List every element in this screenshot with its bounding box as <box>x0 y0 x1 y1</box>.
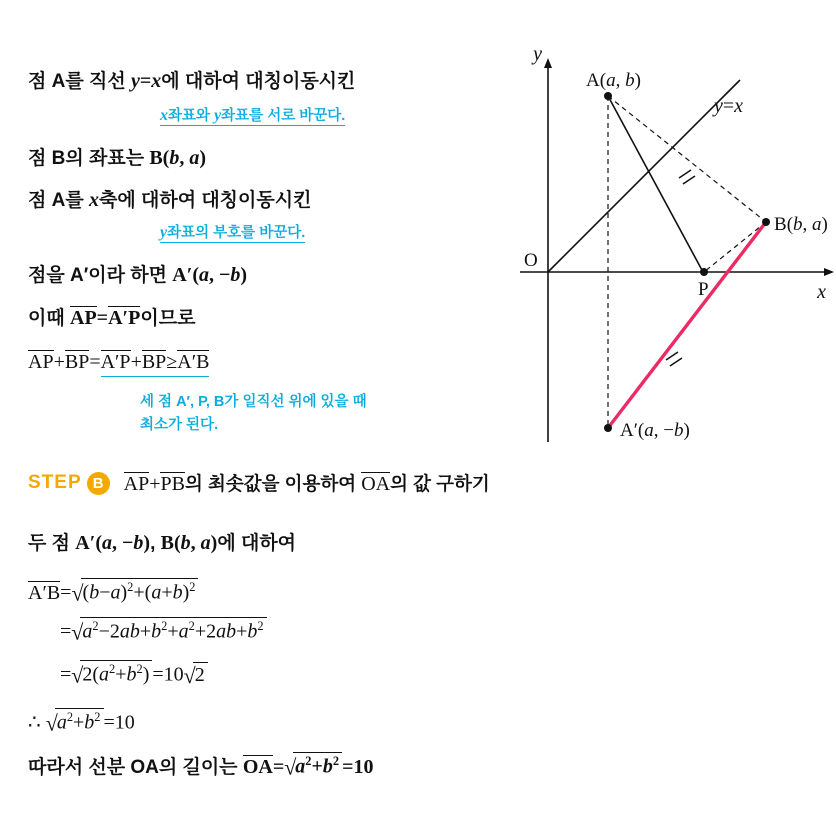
solution-note-3-line1 <box>140 390 367 411</box>
solution-note-1 <box>160 104 345 125</box>
solution-line-3 <box>28 185 311 212</box>
line-y-equals-x <box>548 80 740 272</box>
bottom-eq-4: ∴ $√a^2+b^2 =10$ <box>28 710 135 736</box>
solution-note-3-line2-text: 최소가 된다. <box>140 417 219 433</box>
step-letter: B <box>87 472 110 495</box>
y-axis-label: y <box>533 50 542 65</box>
solution-line-1-text: 점 A를 직선 y=x에 대하여 대칭이동시킨 <box>28 70 356 92</box>
bottom-line-1-text: 두 점 A′(a, −b), B(b, a)에 대하여 <box>28 532 297 554</box>
solution-line-1 <box>28 66 355 93</box>
label-P: P <box>698 279 709 300</box>
tick-mark-AprimeP <box>666 352 678 360</box>
bottom-eq-3: $=√2(a^2+b^2) =10√2$ <box>60 660 208 689</box>
solution-note-3-line2 <box>140 413 218 434</box>
solution-line-2 <box>28 143 206 170</box>
bottom-line-final <box>28 752 374 781</box>
point-P <box>700 268 708 276</box>
solution-line-2-text: 점 B의 좌표는 B(b, a) <box>28 147 206 169</box>
segment-AP <box>608 96 703 272</box>
solution-line-5 <box>28 303 195 330</box>
bottom-eq-1: $A'B=√(b-a)^2+(a+b)^2$ <box>28 578 198 607</box>
solution-line-4-text: 점을 A′이라 하면 A′(a, −b) <box>28 264 248 286</box>
solution-note-2-text: y좌표의 부호를 바꾼다. <box>160 224 306 241</box>
label-B: B(b, a) <box>774 214 828 235</box>
x-axis-arrow <box>824 268 834 276</box>
solution-note-3-line1-text: 세 점 A′, P, B가 일직선 위에 있을 때 <box>140 394 367 410</box>
origin-label: O <box>524 250 538 271</box>
bottom-eq-2-radical: $√a^2-2ab+b^2+a^2+2ab+b^2$ <box>71 617 266 646</box>
step-heading <box>28 470 490 496</box>
bottom-eq-3-radical: $√2(a^2+b^2)$ <box>71 660 152 689</box>
step-title: AP+PB의 최솟값을 이용하여 OA의 값 구하기 <box>123 473 490 495</box>
point-A <box>604 92 612 100</box>
label-A: A(a, b) <box>586 70 641 91</box>
solution-line-3-text: 점 A를 x축에 대하여 대칭이동시킨 <box>28 189 312 211</box>
x-axis-label: x <box>817 281 826 303</box>
label-line-y-equals-x: y=x <box>714 95 744 117</box>
coordinate-diagram <box>508 50 828 450</box>
solution-note-2 <box>160 221 305 242</box>
solution-line-4 <box>28 260 247 287</box>
segment-Aprime-B-highlight <box>608 222 766 428</box>
step-word: STEP <box>28 472 82 493</box>
solution-line-6 <box>28 350 209 377</box>
step-badge <box>28 471 110 495</box>
tick-mark-AprimeP-2 <box>670 358 682 366</box>
bottom-eq-4-radical: $√a^2+b^2$ <box>46 708 104 737</box>
point-B <box>762 218 770 226</box>
bottom-line-1 <box>28 528 296 555</box>
y-axis-arrow <box>544 58 552 68</box>
solution-line-5-text: 이때 AP=A′P이므로 <box>28 307 196 329</box>
bottom-eq-1-lhs: A′B <box>28 581 61 604</box>
bottom-eq-2: $=√a^2-2ab+b^2+a^2+2ab+b^2$ <box>60 617 267 646</box>
tick-mark-AP <box>679 170 691 178</box>
bottom-line-final-text: 따라서 선분 OA의 길이는 $OA=√a^2+b^2 =10$ <box>28 754 374 780</box>
diagram-svg <box>508 50 836 450</box>
label-Aprime: A′(a, −b) <box>620 420 690 441</box>
bottom-eq-3-radical2: √2 <box>184 662 208 689</box>
point-Aprime <box>604 424 612 432</box>
bottom-eq-1-radical: $√(b-a)^2+(a+b)^2$ <box>71 578 198 607</box>
solution-line-6-text: AP+BP=A′P+BP≥A′B <box>28 351 209 373</box>
solution-note-1-text: x좌표와 y좌표를 서로 바꾼다. <box>160 107 346 124</box>
tick-mark-AP-2 <box>683 176 695 184</box>
